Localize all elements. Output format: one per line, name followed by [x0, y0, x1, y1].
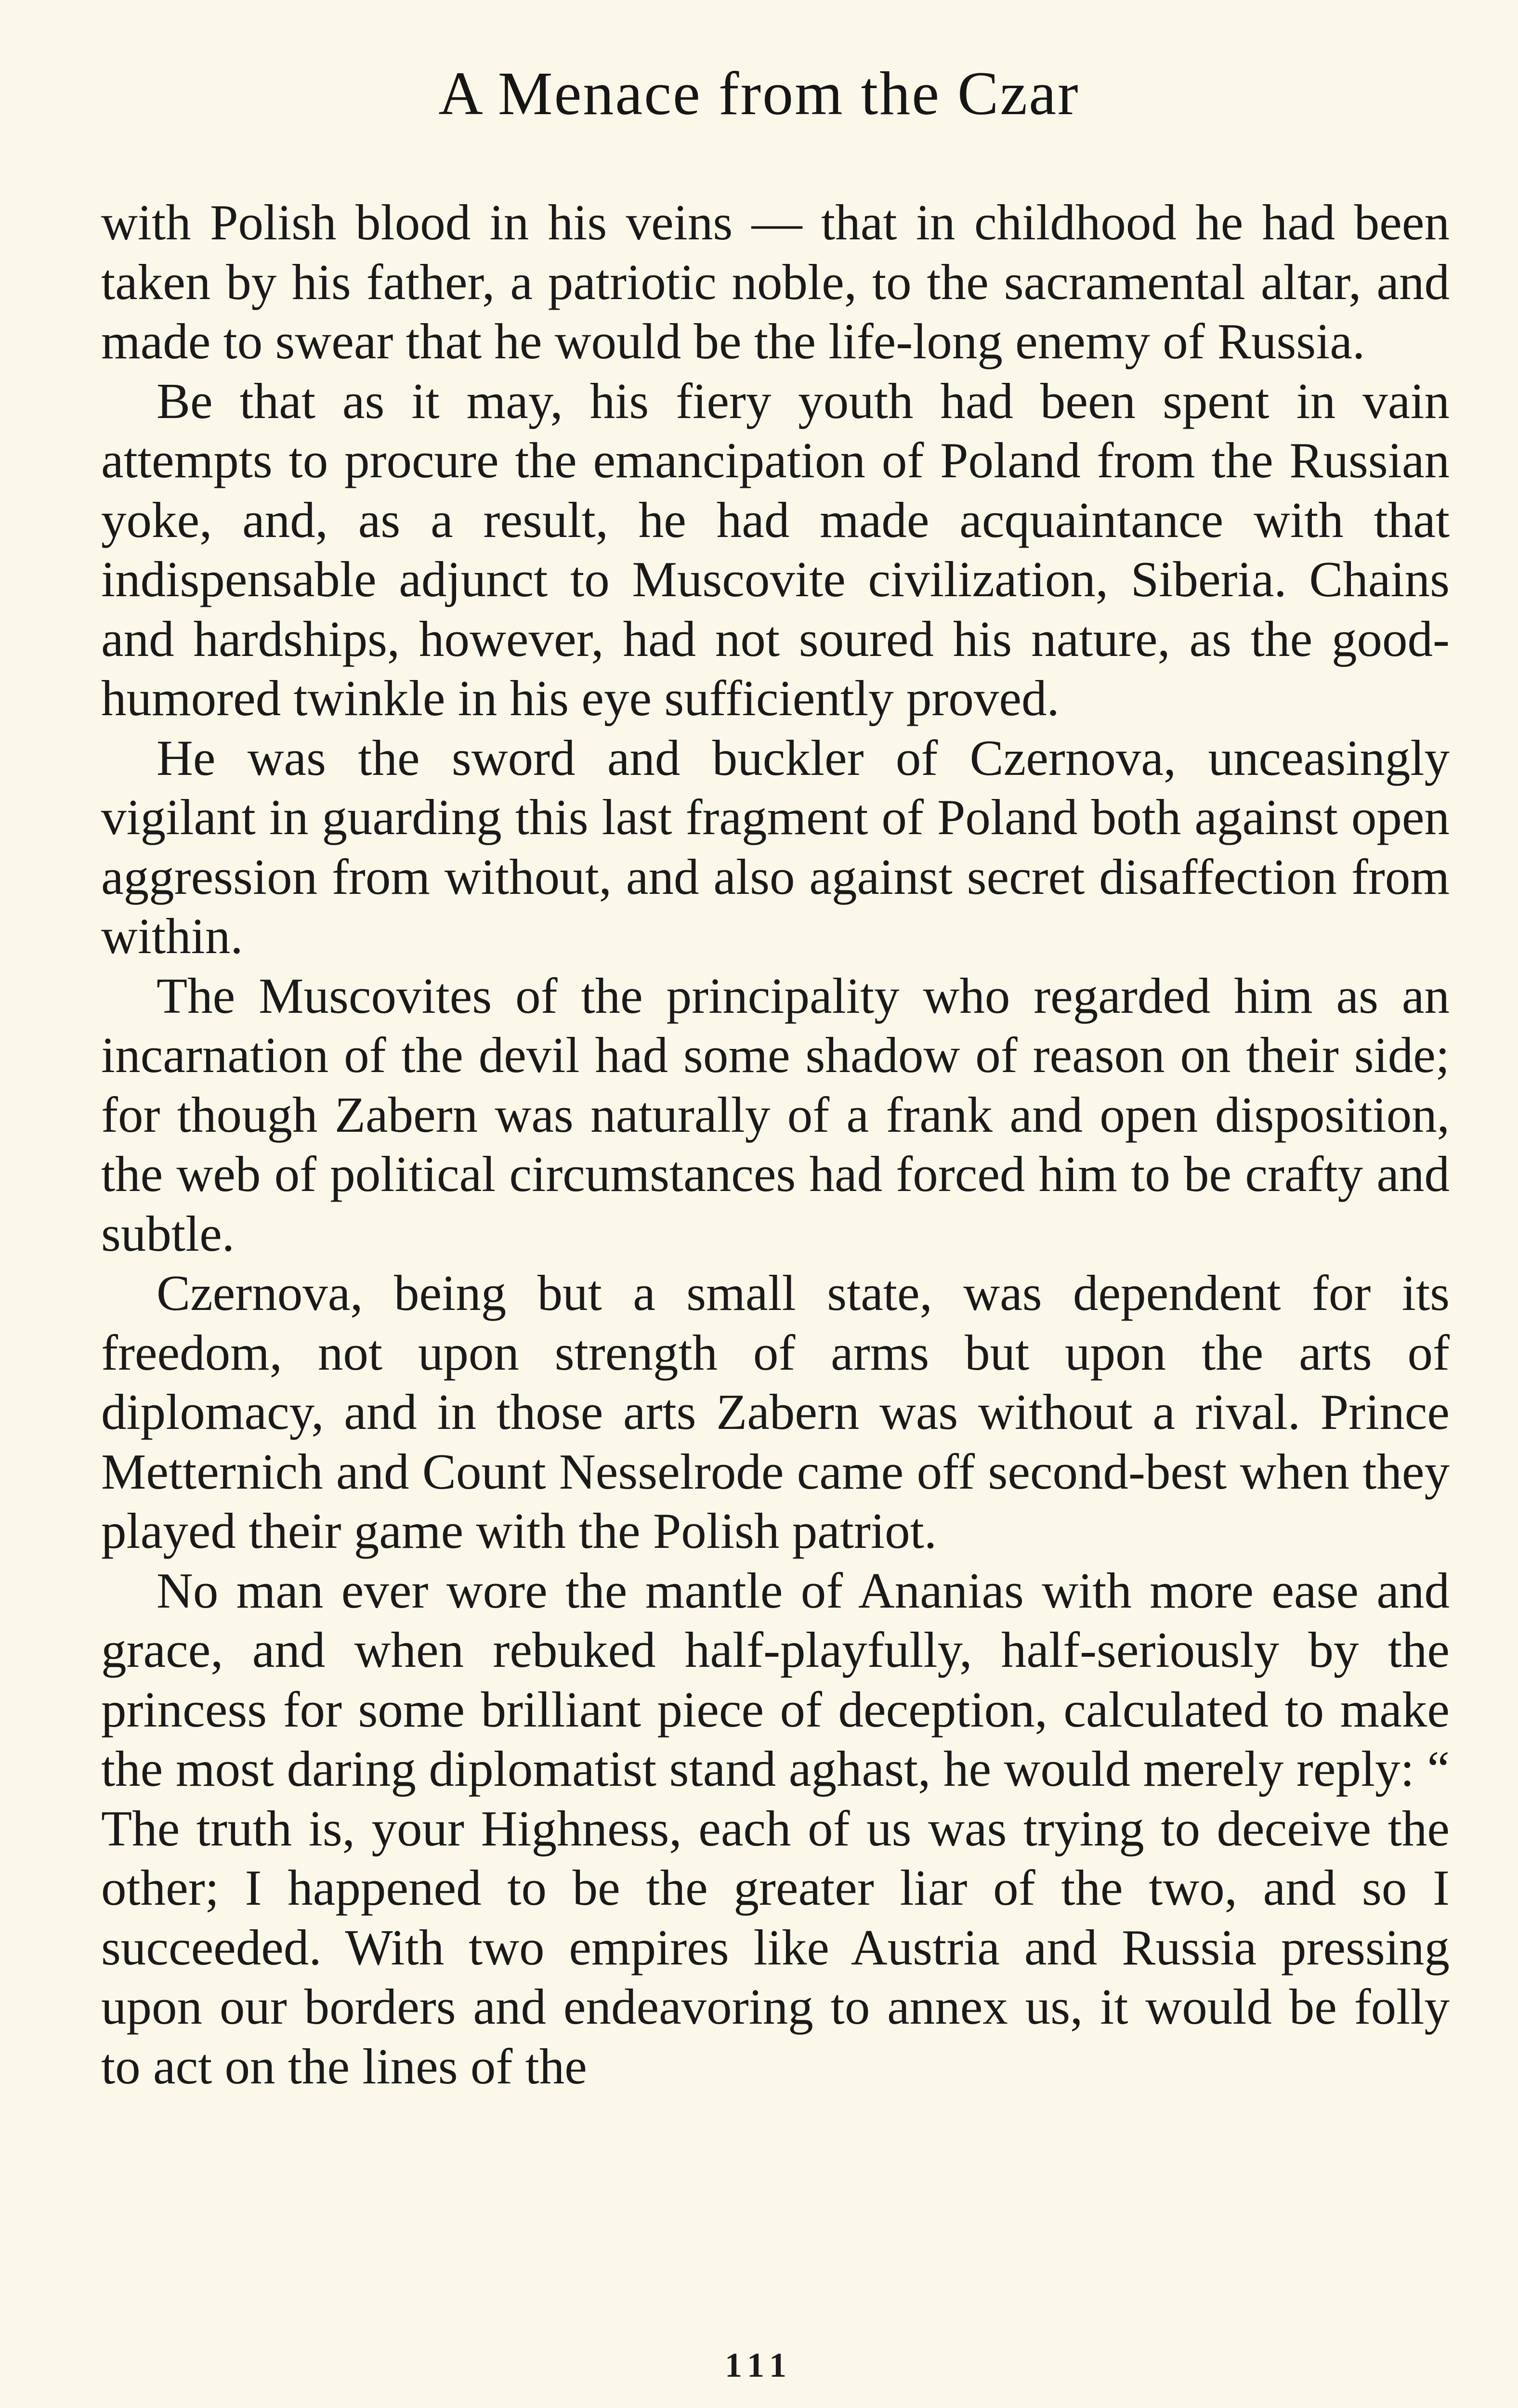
paragraph-continued: with Polish blood in his veins — that in childhood he had been taken by his father, a patriotic noble, to the sacramental altar, and made to swear that he would be the life-long enemy of Russia.: [101, 194, 1450, 369]
paragraph: He was the sword and buckler of Czernova, unceasingly vigilant in guarding this last fragment of Poland both against open aggression from without, and also against secret disaffection from within.: [101, 729, 1450, 964]
paragraph: The Muscovites of the principality who regarded him as an incarnation of the devil had some shadow of reason on their side; for though Zabern was naturally of a frank and open disposition, the web of political circumstances had forced him to be crafty and subtle.: [101, 967, 1450, 1262]
paragraph: No man ever wore the mantle of Ananias with more ease and grace, and when rebuked half-playfully, half-seriously by the princess for some brilliant piece of deception, calculated to make the most daring diplomatist stand aghast, he would merely reply: “ The truth is, your Highness, each of us was trying to deceive the other; I happened to be the greater liar of the two, and so I succeeded. With two empires like Austria and Russia pressing upon our borders and endeavoring to annex us, it would be folly to act on the lines of the: [101, 1562, 1450, 2094]
body-text: [101, 193, 1450, 2096]
paragraph: Be that as it may, his fiery youth had been spent in vain attempts to procure the emancipation of Poland from the Russian yoke, and, as a result, he had made acquaintance with that indispensable adjunct to Muscovite civilization, Siberia. Chains and hardships, however, had not soured his nature, as the good-humored twinkle in his eye sufficiently proved.: [101, 372, 1450, 726]
paragraph: Czernova, being but a small state, was dependent for its freedom, not upon strength of arms but upon the arts of diplomacy, and in those arts Zabern was without a rival. Prince Metternich and Count Nesselrode came off second-best when they played their game with the Polish patriot.: [101, 1265, 1450, 1559]
running-head: A Menace from the Czar: [438, 59, 1080, 128]
page-number: 111: [724, 2346, 794, 2384]
